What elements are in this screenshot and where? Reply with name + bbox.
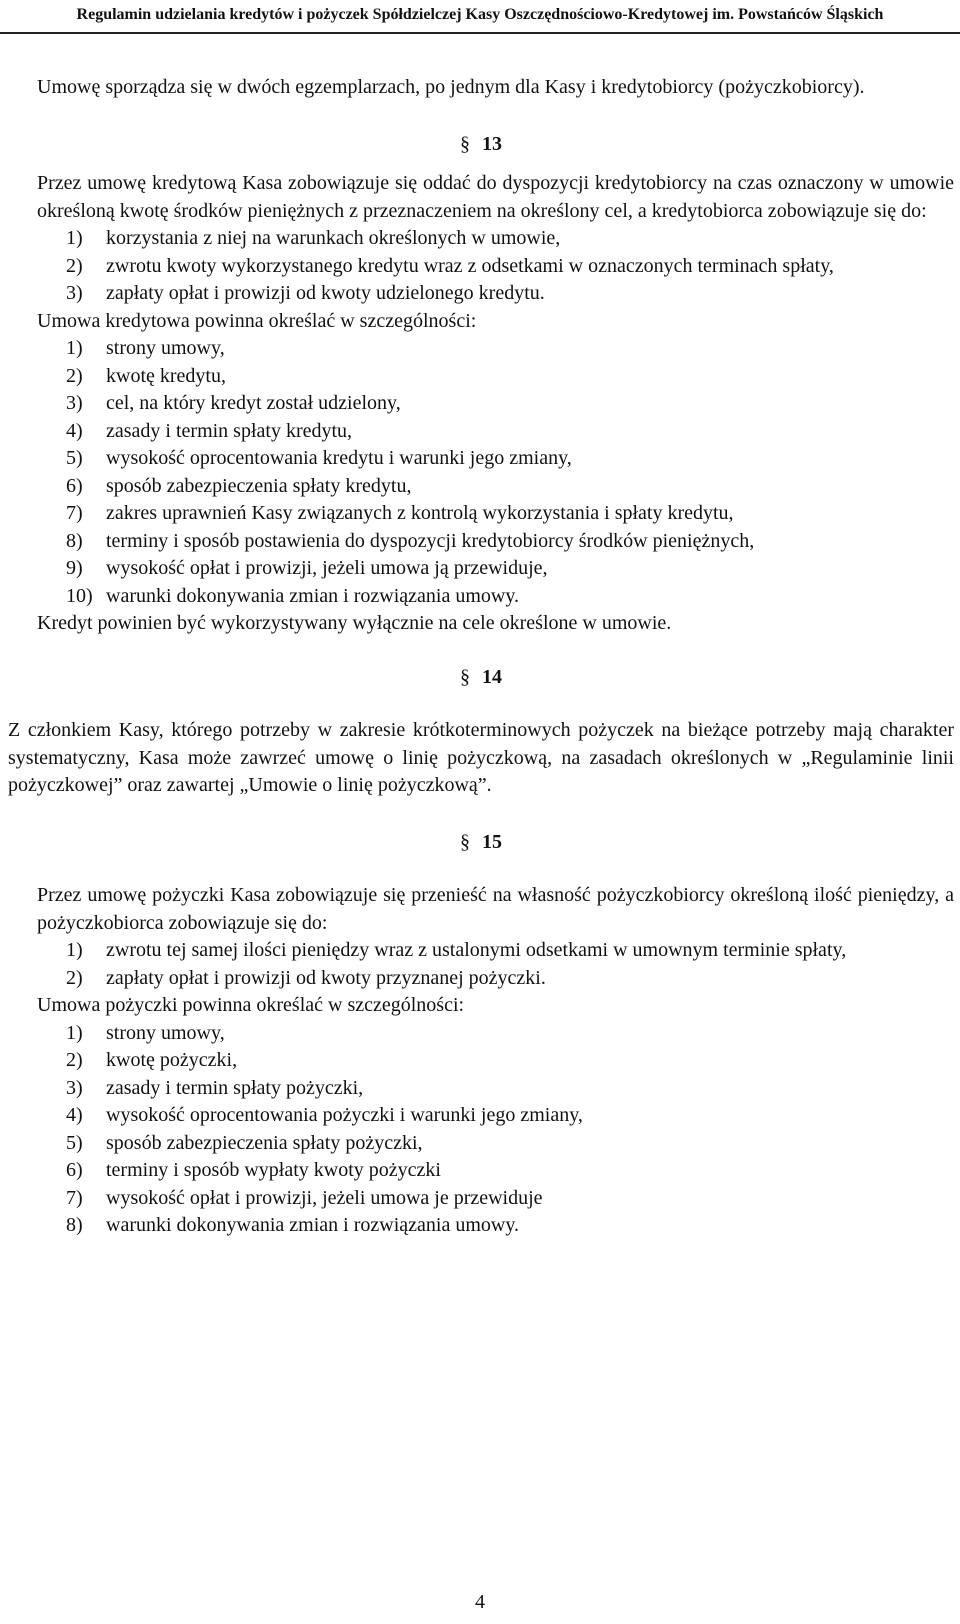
list-item	[66, 583, 954, 611]
item-number: 10)	[66, 584, 93, 607]
item-text: zasady i termin spłaty kredytu,	[106, 419, 353, 442]
section-heading-13	[8, 131, 954, 159]
item-text: kwotę kredytu,	[106, 364, 226, 387]
item-text: wysokość oprocentowania kredytu i warunki jego zmiany,	[106, 447, 572, 469]
section-sign: §	[460, 665, 470, 688]
list-item	[66, 937, 954, 965]
list-item	[66, 528, 954, 556]
item-number: 8)	[66, 529, 83, 552]
paragraph-number	[8, 992, 37, 1020]
item-text: zwrotu tej samej ilości pieniędzy wraz z ustalonymi odsetkami w umownym terminie spłaty,	[106, 939, 847, 961]
section-heading-15	[8, 829, 954, 857]
header-rule	[0, 32, 960, 34]
list-item	[66, 1020, 954, 1048]
paragraph-text: Przez umowę pożyczki Kasa zobowiązuje się przenieść na własność pożyczkobiorcy określoną ilość pieniędzy, a pożyczkobiorca zobowiązuje się do:	[37, 884, 954, 934]
section-sign: §	[460, 132, 470, 155]
list-item	[66, 1047, 954, 1075]
item-text: sposób zabezpieczenia spłaty kredytu,	[106, 474, 412, 497]
list-item	[66, 1130, 954, 1158]
item-number: 7)	[66, 502, 83, 524]
item-text: zwrotu kwoty wykorzystanego kredytu wraz z odsetkami w oznaczonych terminach spłaty,	[106, 254, 834, 277]
running-header: Regulamin udzielania kredytów i pożyczek Spółdzielczej Kasy Oszczędnościowo-Kredytowej im. Powstańców Śląskich	[76, 6, 884, 23]
item-number: 1)	[66, 337, 83, 359]
s12-paragraph-2	[8, 74, 954, 102]
item-text: kwotę pożyczki,	[106, 1049, 238, 1071]
list-item	[66, 390, 954, 418]
item-text: zasady i termin spłaty pożyczki,	[106, 1076, 364, 1099]
section-number: 13	[482, 132, 502, 155]
item-text: strony umowy,	[106, 337, 225, 359]
page-number: 4	[475, 1591, 485, 1613]
item-number: 5)	[66, 447, 83, 469]
list-item	[66, 1212, 954, 1240]
paragraph-number	[8, 308, 37, 336]
list-item	[66, 335, 954, 363]
item-number: 9)	[66, 557, 83, 579]
page-body	[8, 74, 954, 1240]
item-text: cel, na który kredyt został udzielony,	[106, 392, 401, 414]
list-item	[66, 253, 954, 281]
item-text: strony umowy,	[106, 1021, 225, 1044]
paragraph-number	[8, 882, 37, 910]
item-number: 5)	[66, 1131, 83, 1154]
item-text: zakres uprawnień Kasy związanych z kontrolą wykorzystania i spłaty kredytu,	[106, 502, 734, 524]
item-text: warunki dokonywania zmian i rozwiązania umowy.	[106, 584, 520, 607]
paragraph-text: Umowa pożyczki powinna określać w szczególności:	[37, 994, 465, 1016]
item-text: zapłaty opłat i prowizji od kwoty przyznanej pożyczki.	[106, 966, 546, 989]
list-item	[66, 280, 954, 308]
item-number: 8)	[66, 1214, 83, 1236]
list-item	[66, 473, 954, 501]
paragraph-text: Umowa kredytowa powinna określać w szczególności:	[37, 309, 477, 332]
list-item	[66, 1075, 954, 1103]
item-number: 2)	[66, 364, 83, 387]
paragraph-text: Umowę sporządza się w dwóch egzemplarzach, po jednym dla Kasy i kredytobiorcy (pożyczkobiorcy).	[37, 76, 865, 98]
item-number: 7)	[66, 1186, 83, 1209]
list-item	[66, 1185, 954, 1213]
item-text: warunki dokonywania zmian i rozwiązania umowy.	[106, 1214, 520, 1236]
s13-paragraph-3	[8, 610, 954, 638]
list-item	[66, 363, 954, 391]
section-number: 14	[482, 665, 502, 688]
list-item	[66, 1102, 954, 1130]
item-number: 1)	[66, 939, 83, 961]
item-number: 2)	[66, 1049, 83, 1071]
list-item	[66, 445, 954, 473]
s13-paragraph-1	[8, 170, 954, 225]
list-item	[66, 965, 954, 993]
list-item	[66, 418, 954, 446]
item-number: 6)	[66, 1159, 83, 1181]
s15-paragraph-1	[8, 882, 954, 937]
item-number: 2)	[66, 966, 83, 989]
item-text: wysokość oprocentowania pożyczki i warunki jego zmiany,	[106, 1104, 583, 1126]
item-number: 1)	[66, 1021, 83, 1044]
item-number: 3)	[66, 282, 83, 304]
item-text: wysokość opłat i prowizji, jeżeli umowa ją przewiduje,	[106, 557, 548, 579]
item-text: zapłaty opłat i prowizji od kwoty udzielonego kredytu.	[106, 282, 545, 304]
paragraph-number	[8, 74, 37, 102]
paragraph-number	[8, 610, 37, 638]
s15-paragraph-2	[8, 992, 954, 1020]
section-sign: §	[460, 830, 470, 853]
section-heading-14	[8, 664, 954, 692]
item-number: 3)	[66, 1076, 83, 1099]
item-number: 3)	[66, 392, 83, 414]
s14-paragraph: Z członkiem Kasy, którego potrzeby w zakresie krótkoterminowych pożyczek na bieżące potrzeby mają charakter systematyczny, Kasa może zawrzeć umowę o linię pożyczkową, na zasadach określonych w „Regulaminie linii pożyczkowej” oraz zawartej „Umowie o linię pożyczkową”.	[8, 719, 954, 796]
list-item	[66, 1157, 954, 1185]
item-number: 6)	[66, 474, 83, 497]
item-text: sposób zabezpieczenia spłaty pożyczki,	[106, 1131, 423, 1154]
s13-paragraph-2	[8, 308, 954, 336]
paragraph-text: Przez umowę kredytową Kasa zobowiązuje się oddać do dyspozycji kredytobiorcy na czas oznaczony w umowie określoną kwotę środków pieniężnych z przeznaczeniem na określony cel, a kredytobiorca zobowiązuje się do:	[37, 172, 954, 222]
item-text: korzystania z niej na warunkach określonych w umowie,	[106, 227, 561, 249]
paragraph-text: Kredyt powinien być wykorzystywany wyłącznie na cele określone w umowie.	[37, 612, 672, 634]
item-text: wysokość opłat i prowizji, jeżeli umowa je przewiduje	[106, 1186, 543, 1209]
list-item	[66, 500, 954, 528]
item-number: 1)	[66, 227, 83, 249]
item-number: 2)	[66, 254, 83, 277]
item-number: 4)	[66, 419, 83, 442]
item-text: terminy i sposób postawienia do dyspozycji kredytobiorcy środków pieniężnych,	[106, 529, 755, 552]
paragraph-number	[8, 170, 37, 198]
list-item	[66, 225, 954, 253]
item-number: 4)	[66, 1104, 83, 1126]
item-text: terminy i sposób wypłaty kwoty pożyczki	[106, 1159, 441, 1181]
list-item	[66, 555, 954, 583]
section-number: 15	[482, 830, 502, 853]
